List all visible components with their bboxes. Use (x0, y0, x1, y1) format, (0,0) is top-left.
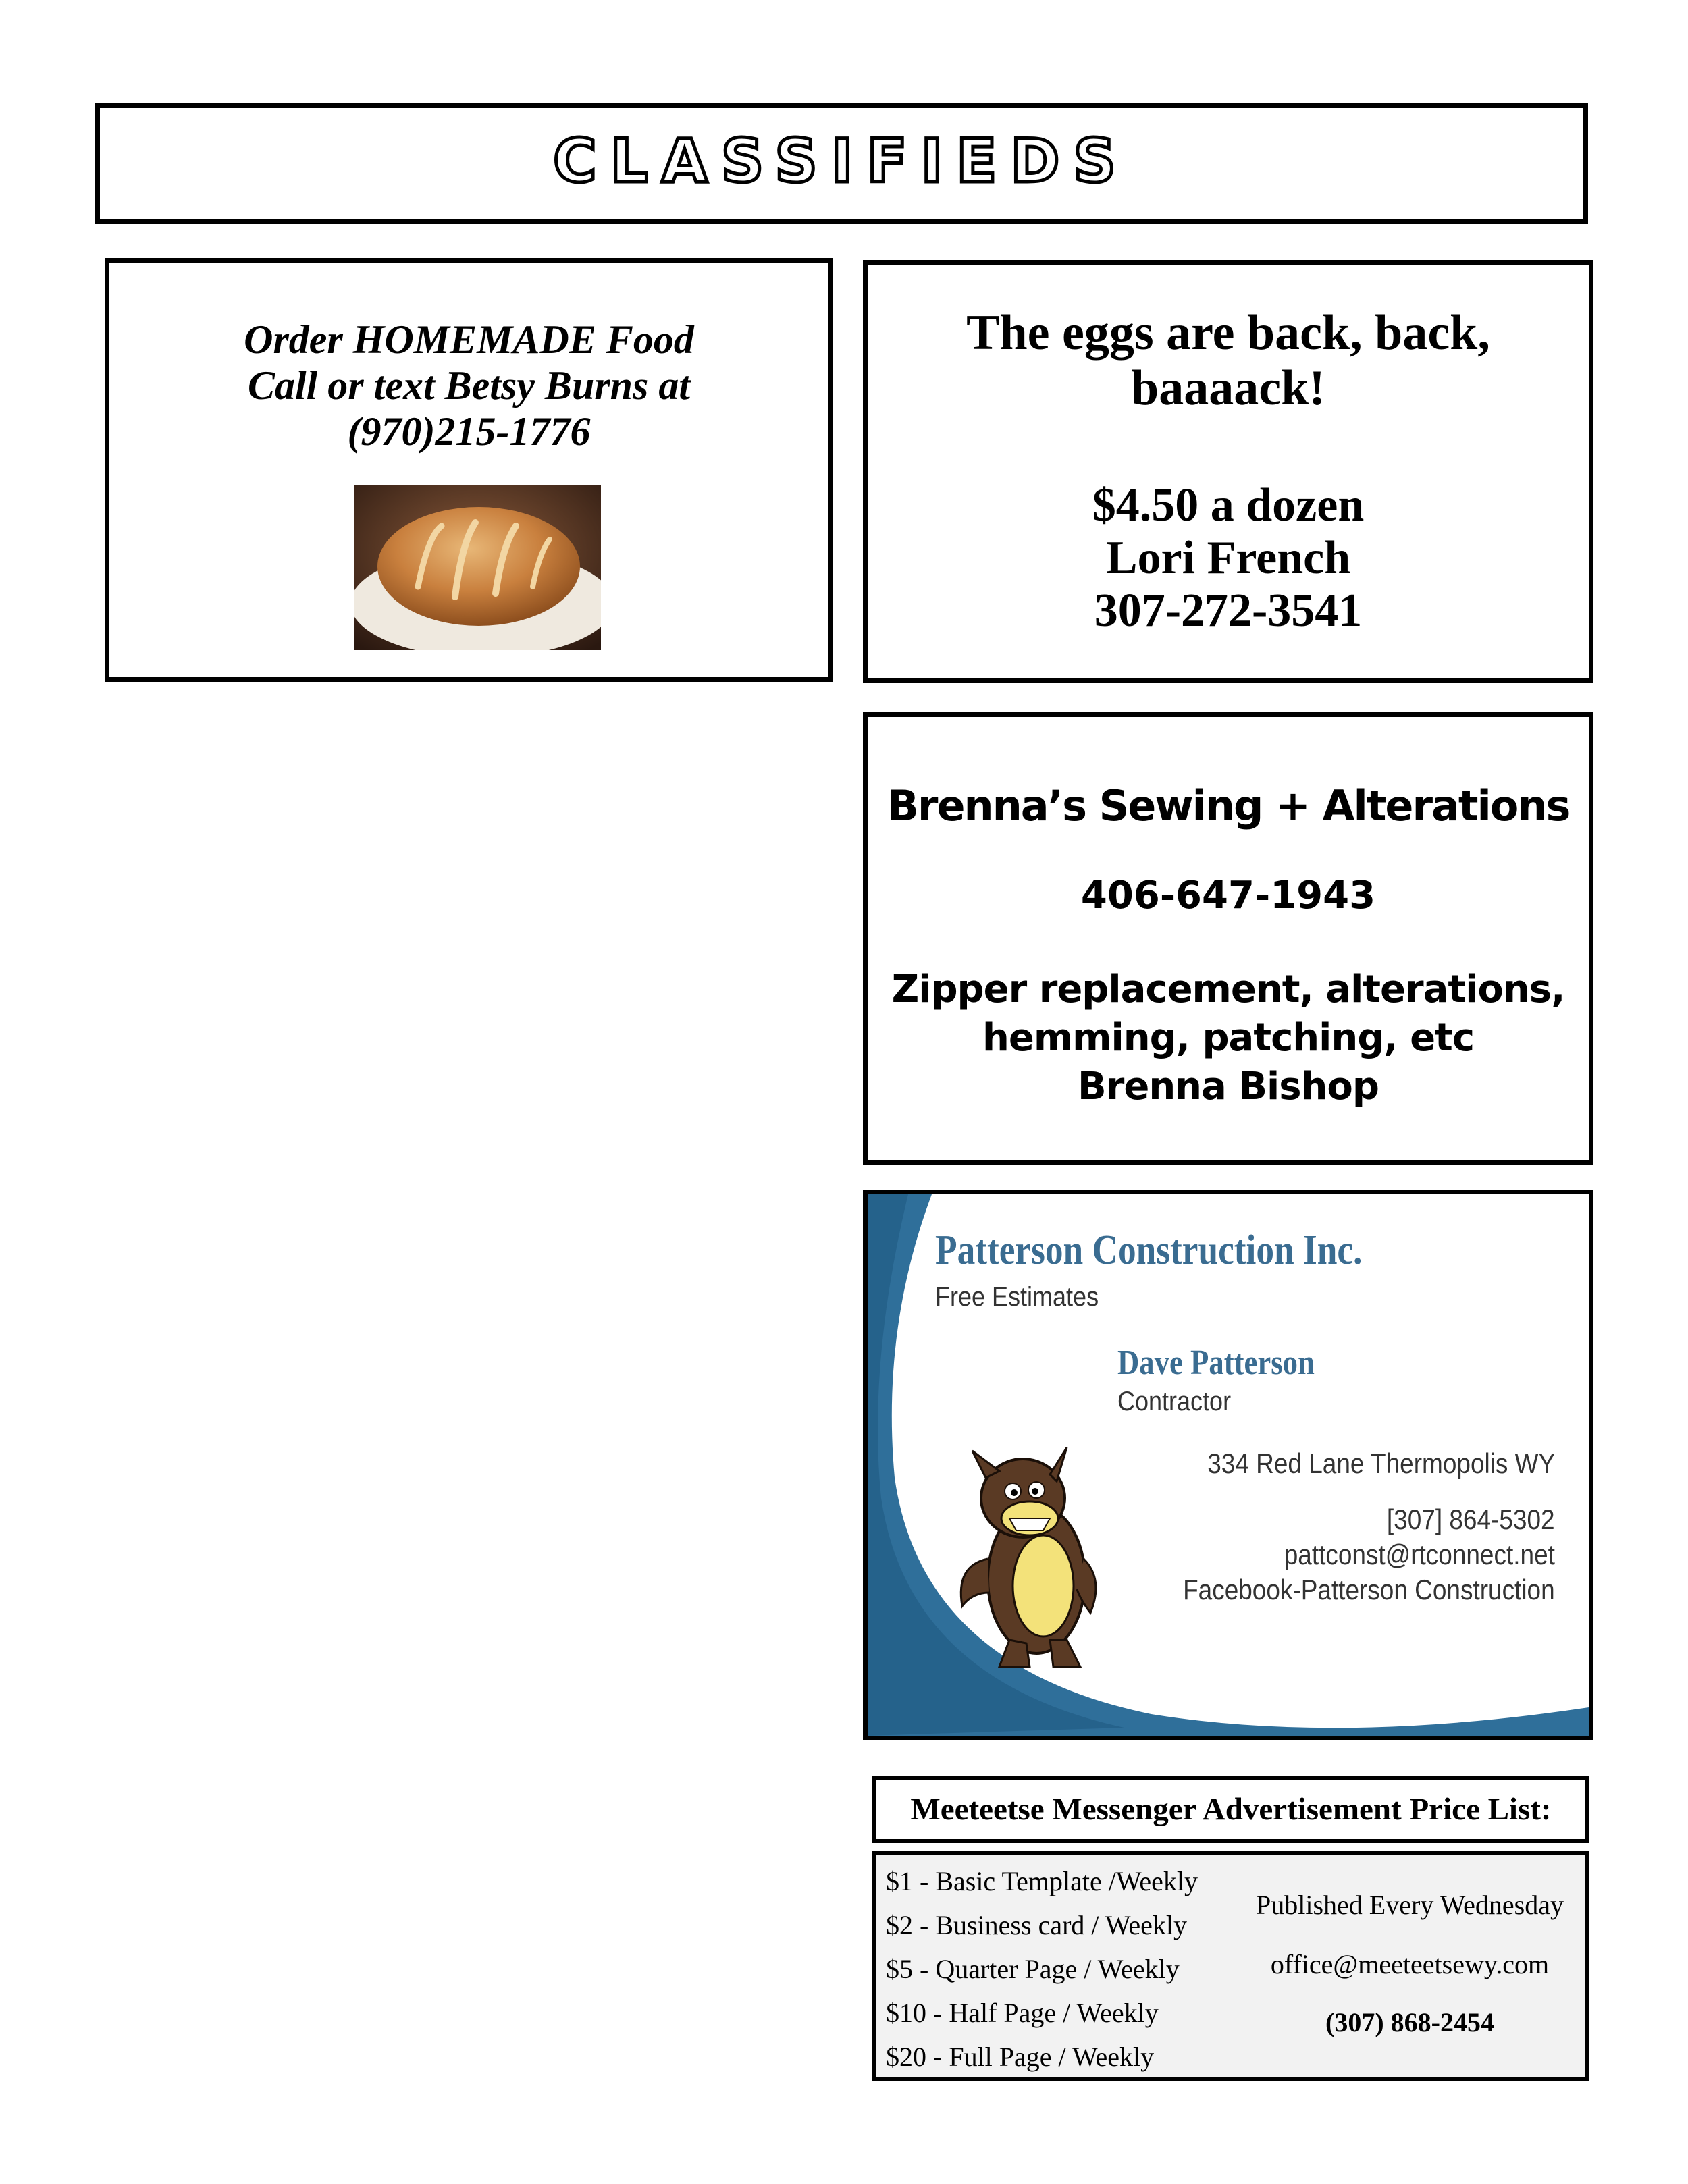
eggs-seller-name: Lori French (1105, 532, 1351, 584)
price-list-box (872, 1851, 1589, 2081)
patterson-construction-card (863, 1190, 1593, 1740)
sewing-description (868, 965, 1589, 1111)
publication-day: Published Every Wednesday (1256, 1890, 1564, 1920)
homemade-food-ad (105, 258, 833, 682)
office-email: office@meeteetsewy.com (1270, 1949, 1550, 1979)
bread-loaf-photo (354, 485, 601, 650)
price-list-heading-box (872, 1776, 1589, 1843)
price-item: $5 - Quarter Page / Weekly (886, 1954, 1180, 1984)
eggs-details (868, 479, 1589, 637)
price-item: $2 - Business card / Weekly (886, 1910, 1187, 1940)
price-item: $1 - Basic Template /Weekly (886, 1866, 1198, 1896)
card-email: pattconst@rtconnect.net (1284, 1539, 1555, 1570)
sewing-phone: 406-647-1943 (1080, 874, 1376, 917)
price-items (886, 1859, 1198, 2079)
eggs-headline-line1: The eggs are back, back, (966, 305, 1490, 361)
eggs-ad (863, 260, 1593, 683)
tasmanian-devil-cartoon (935, 1424, 1111, 1680)
food-ad-line1: Order HOMEMADE Food (244, 317, 694, 362)
card-contact-name: Dave Patterson (1117, 1343, 1315, 1382)
food-ad-text (109, 317, 828, 454)
office-phone: (307) 868-2454 (1325, 2007, 1494, 2037)
classifieds-header (95, 103, 1588, 224)
price-list-heading: Meeteetse Messenger Advertisement Price List: (910, 1792, 1552, 1827)
sewing-owner-name: Brenna Bishop (1078, 1065, 1379, 1109)
eggs-headline-line2: baaaack! (1131, 361, 1325, 416)
card-contact-title: Contractor (1117, 1387, 1232, 1416)
food-ad-phone: (970)215-1776 (347, 409, 591, 454)
page-title: CLASSIFIEDS (553, 126, 1130, 196)
card-company-name: Patterson Construction Inc. (935, 1227, 1363, 1273)
sewing-desc-line2: hemming, patching, etc (982, 1016, 1475, 1060)
price-item: $20 - Full Page / Weekly (886, 2042, 1155, 2072)
sewing-desc-line1: Zipper replacement, alterations, (891, 967, 1565, 1011)
sewing-ad (863, 712, 1593, 1165)
card-facebook: Facebook-Patterson Construction (1183, 1574, 1555, 1605)
sewing-title: Brenna’s Sewing + Alterations (887, 781, 1570, 830)
eggs-phone: 307-272-3541 (1094, 585, 1363, 637)
card-tagline: Free Estimates (935, 1282, 1099, 1312)
card-phone: [307] 864-5302 (1387, 1503, 1555, 1535)
price-item: $10 - Half Page / Weekly (886, 1998, 1159, 2028)
eggs-price: $4.50 a dozen (1092, 479, 1365, 531)
eggs-headline (868, 305, 1589, 416)
card-address: 334 Red Lane Thermopolis WY (1207, 1447, 1555, 1479)
food-ad-line2: Call or text Betsy Burns at (247, 363, 691, 408)
